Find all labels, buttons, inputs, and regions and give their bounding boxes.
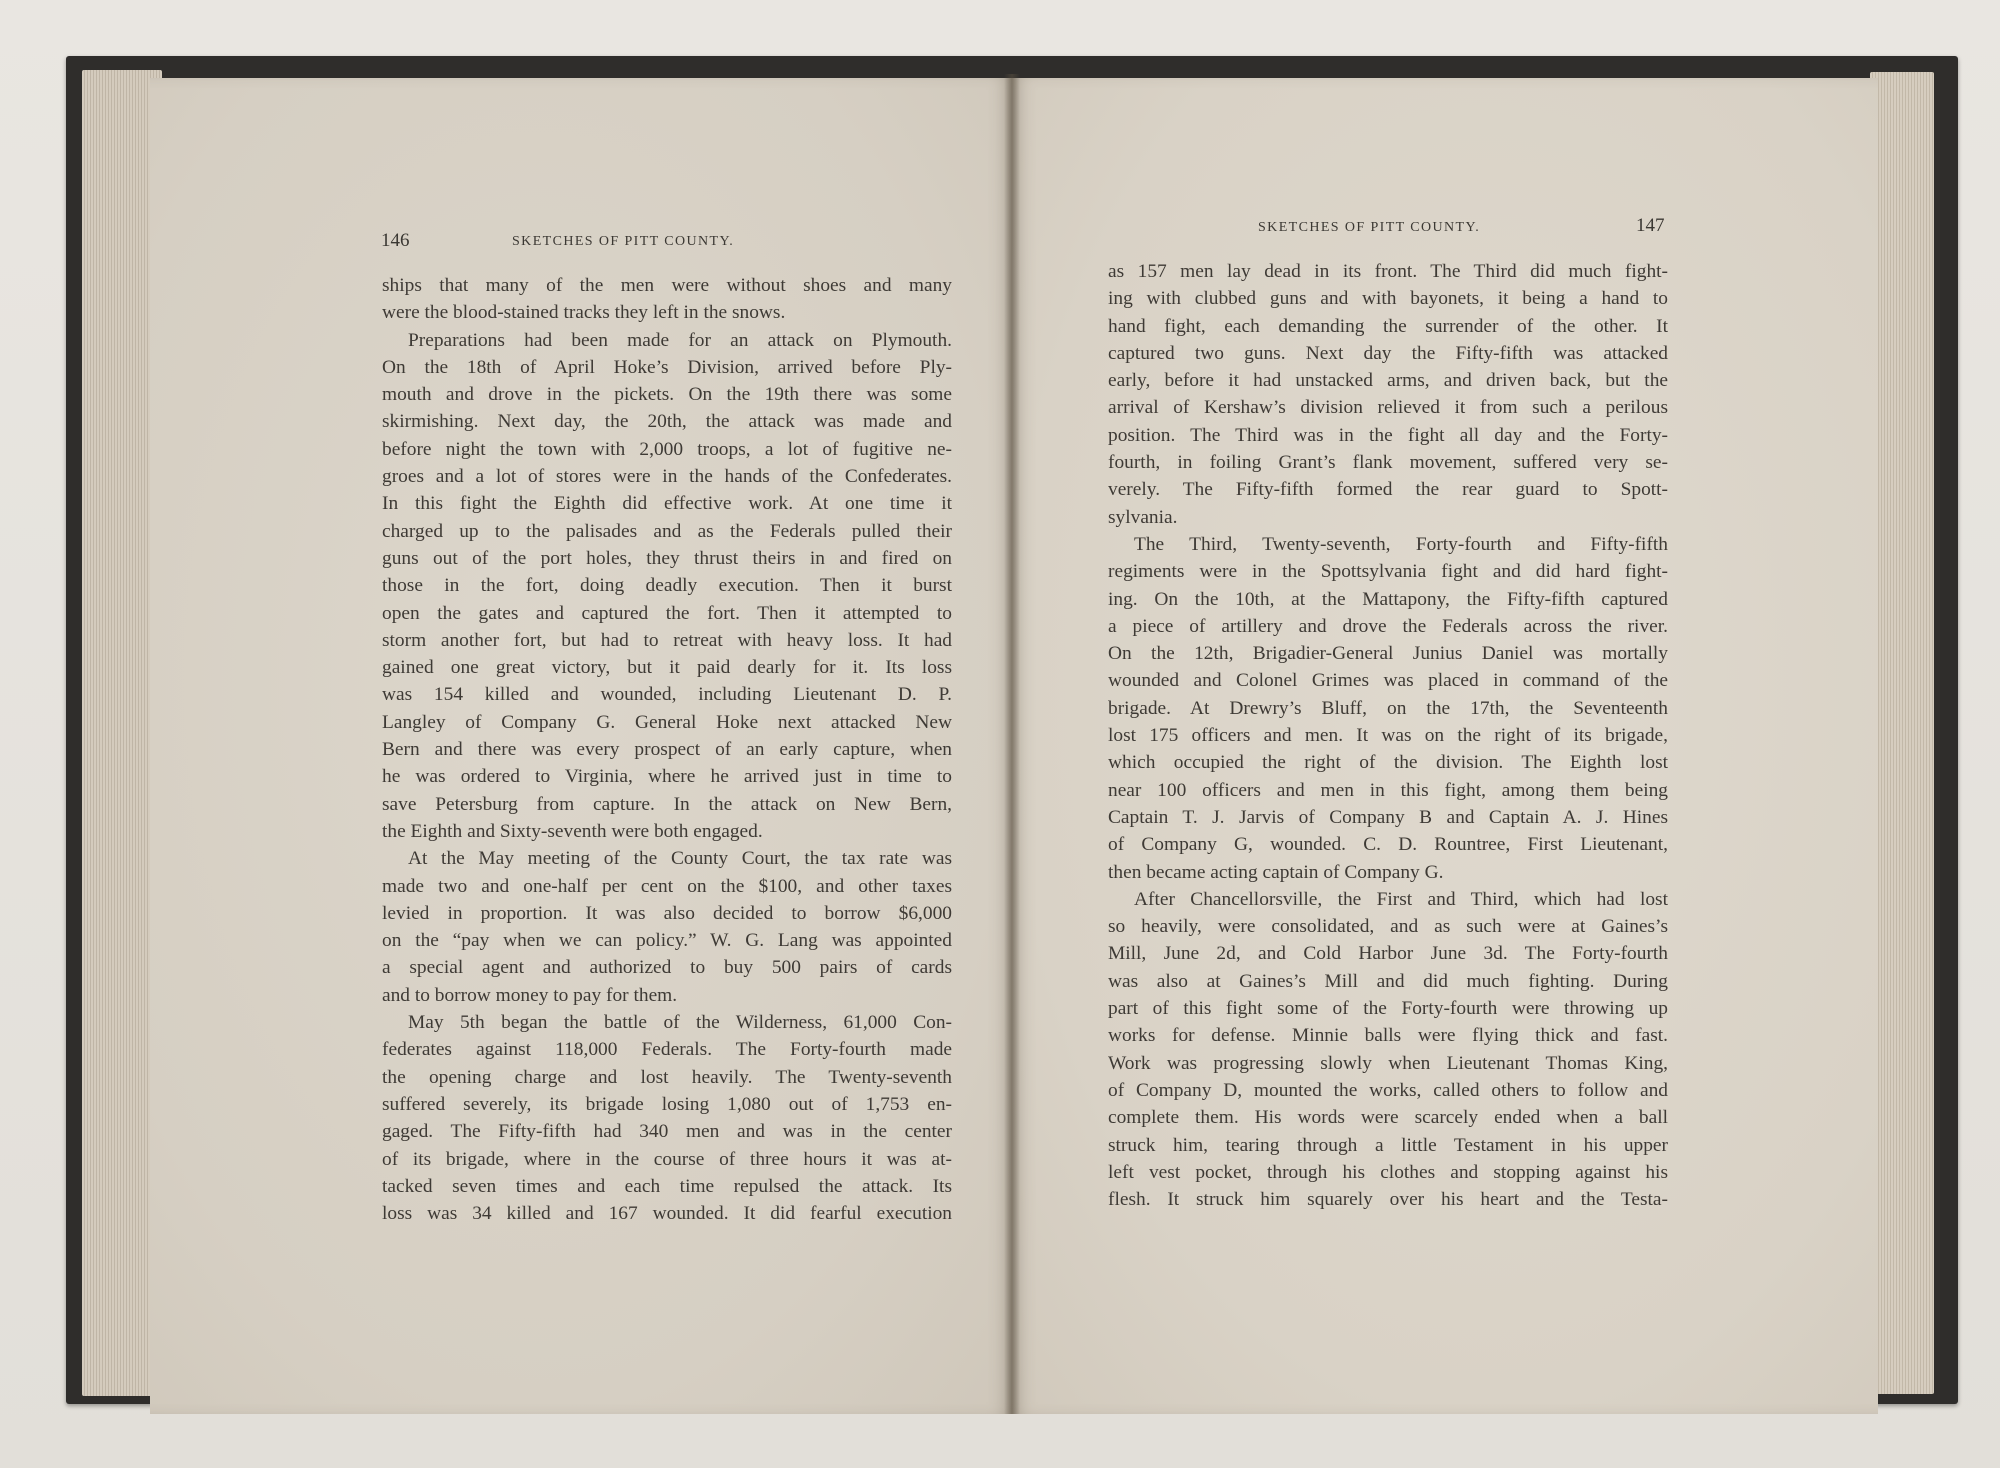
text-line: gaged. The Fifty-fifth had 340 men and was in the center	[382, 1121, 952, 1143]
text-line: before night the town with 2,000 troops, a lot of fugitive ne-	[382, 438, 952, 460]
text-line: loss was 34 killed and 167 wounded. It did fearful execution	[382, 1203, 952, 1225]
text-line: The Third, Twenty-seventh, Forty-fourth and Fifty-fifth	[1134, 533, 1668, 555]
text-line: struck him, tearing through a little Testament in his upper	[1108, 1134, 1668, 1156]
text-line: near 100 officers and men in this fight, among them being	[1108, 779, 1668, 801]
text-line: left vest pocket, through his clothes and stopping against his	[1108, 1161, 1668, 1183]
text-line: In this fight the Eighth did effective work. At one time it	[382, 493, 952, 515]
text-line: Captain T. J. Jarvis of Company B and Captain A. J. Hines	[1108, 806, 1668, 828]
text-line: ing. On the 10th, at the Mattapony, the Fifty-fifth captured	[1108, 588, 1668, 610]
text-line: were the blood-stained tracks they left in the snows.	[382, 302, 786, 324]
text-line: lost 175 officers and men. It was on the right of its brigade,	[1108, 725, 1668, 747]
right-page-text	[1108, 258, 1668, 1213]
text-line: a special agent and authorized to buy 500 pairs of cards	[382, 957, 952, 979]
text-line: position. The Third was in the fight all day and the Forty-	[1108, 424, 1668, 446]
text-line: sylvania.	[1108, 506, 1178, 528]
text-line: ships that many of the men were without shoes and many	[382, 275, 952, 296]
text-line: then became acting captain of Company G.	[1108, 861, 1444, 883]
left-running-head: SKETCHES OF PITT COUNTY.	[512, 234, 735, 249]
text-line: federates against 118,000 Federals. The Forty-fourth made	[382, 1039, 952, 1061]
text-line: suffered severely, its brigade losing 1,080 out of 1,753 en-	[382, 1093, 952, 1115]
text-line: open the gates and captured the fort. Then it attempted to	[382, 602, 952, 624]
book-gutter	[1004, 74, 1020, 1414]
text-line: Preparations had been made for an attack on Plymouth.	[408, 329, 952, 351]
text-line: so heavily, were consolidated, and as such were at Gaines’s	[1108, 916, 1668, 938]
text-line: which occupied the right of the division. The Eighth lost	[1108, 752, 1668, 774]
text-line: on the “pay when we can policy.” W. G. Lang was appointed	[382, 930, 952, 952]
text-line: fourth, in foiling Grant’s flank movement, suffered very se-	[1108, 452, 1668, 474]
left-page-text	[382, 272, 952, 1227]
text-line: and to borrow money to pay for them.	[382, 984, 678, 1006]
text-line: levied in proportion. It was also decided to borrow $6,000	[382, 902, 952, 924]
text-line: After Chancellorsville, the First and Third, which had lost	[1134, 888, 1668, 910]
text-line: arrival of Kershaw’s division relieved it from such a perilous	[1108, 397, 1668, 419]
text-line: complete them. His words were scarcely ended when a ball	[1108, 1107, 1668, 1129]
text-line: Mill, June 2d, and Cold Harbor June 3d. The Forty-fourth	[1108, 943, 1668, 965]
text-line: was also at Gaines’s Mill and did much fighting. During	[1108, 970, 1668, 992]
text-line: a piece of artillery and drove the Federals across the river.	[1108, 615, 1668, 637]
text-line: those in the fort, doing deadly execution. Then it burst	[382, 575, 952, 597]
text-line: groes and a lot of stores were in the hands of the Confederates.	[382, 466, 952, 488]
text-line: skirmishing. Next day, the 20th, the attack was made and	[382, 411, 952, 433]
text-line: captured two guns. Next day the Fifty-fifth was attacked	[1108, 342, 1668, 364]
text-line: On the 12th, Brigadier-General Junius Daniel was mortally	[1108, 643, 1668, 665]
text-line: brigade. At Drewry’s Bluff, on the 17th, the Seventeenth	[1108, 697, 1668, 719]
text-line: the Eighth and Sixty-seventh were both engaged.	[382, 820, 763, 842]
text-line: mouth and drove in the pickets. On the 19th there was some	[382, 384, 952, 406]
text-line: ing with clubbed guns and with bayonets, it being a hand to	[1108, 288, 1668, 310]
text-line: verely. The Fifty-fifth formed the rear guard to Spott-	[1108, 479, 1668, 501]
text-line: Work was progressing slowly when Lieutenant Thomas King,	[1108, 1052, 1668, 1074]
text-line: flesh. It struck him squarely over his heart and the Testa-	[1108, 1189, 1668, 1211]
text-line: gained one great victory, but it paid dearly for it. Its loss	[382, 657, 952, 679]
text-line: he was ordered to Virginia, where he arrived just in time to	[382, 766, 952, 788]
text-line: was 154 killed and wounded, including Lieutenant D. P.	[382, 684, 952, 706]
text-line: storm another fort, but had to retreat with heavy loss. It had	[382, 629, 952, 651]
text-line: the opening charge and lost heavily. The Twenty-seventh	[382, 1066, 952, 1088]
text-line: wounded and Colonel Grimes was placed in command of the	[1108, 670, 1668, 692]
text-line: hand fight, each demanding the surrender of the other. It	[1108, 315, 1668, 337]
text-line: works for defense. Minnie balls were flying thick and fast.	[1108, 1025, 1668, 1047]
left-page-number: 146	[381, 230, 410, 251]
text-line: May 5th began the battle of the Wilderness, 61,000 Con-	[408, 1012, 952, 1034]
text-line: as 157 men lay dead in its front. The Third did much fight-	[1108, 261, 1668, 282]
text-line: of its brigade, where in the course of three hours it was at-	[382, 1148, 952, 1170]
text-line: early, before it had unstacked arms, and driven back, but the	[1108, 370, 1668, 392]
right-page-number: 147	[1636, 215, 1665, 236]
text-line: save Petersburg from capture. In the attack on New Bern,	[382, 793, 952, 815]
right-running-head: SKETCHES OF PITT COUNTY.	[1258, 220, 1481, 235]
text-line: On the 18th of April Hoke’s Division, arrived before Ply-	[382, 356, 952, 378]
text-line: tacked seven times and each time repulsed the attack. Its	[382, 1175, 952, 1197]
text-line: regiments were in the Spottsylvania fight and did hard fight-	[1108, 561, 1668, 583]
text-line: At the May meeting of the County Court, the tax rate was	[408, 848, 952, 870]
text-line: made two and one-half per cent on the $100, and other taxes	[382, 875, 952, 897]
text-line: guns out of the port holes, they thrust theirs in and fired on	[382, 547, 952, 569]
text-line: Bern and there was every prospect of an early capture, when	[382, 739, 952, 761]
text-line: charged up to the palisades and as the Federals pulled their	[382, 520, 952, 542]
right-page-edges	[1870, 72, 1934, 1394]
text-line: of Company D, mounted the works, called others to follow and	[1108, 1079, 1668, 1101]
text-line: part of this fight some of the Forty-fourth were throwing up	[1108, 998, 1668, 1020]
text-line: of Company G, wounded. C. D. Rountree, First Lieutenant,	[1108, 834, 1668, 856]
text-line: Langley of Company G. General Hoke next attacked New	[382, 711, 952, 733]
